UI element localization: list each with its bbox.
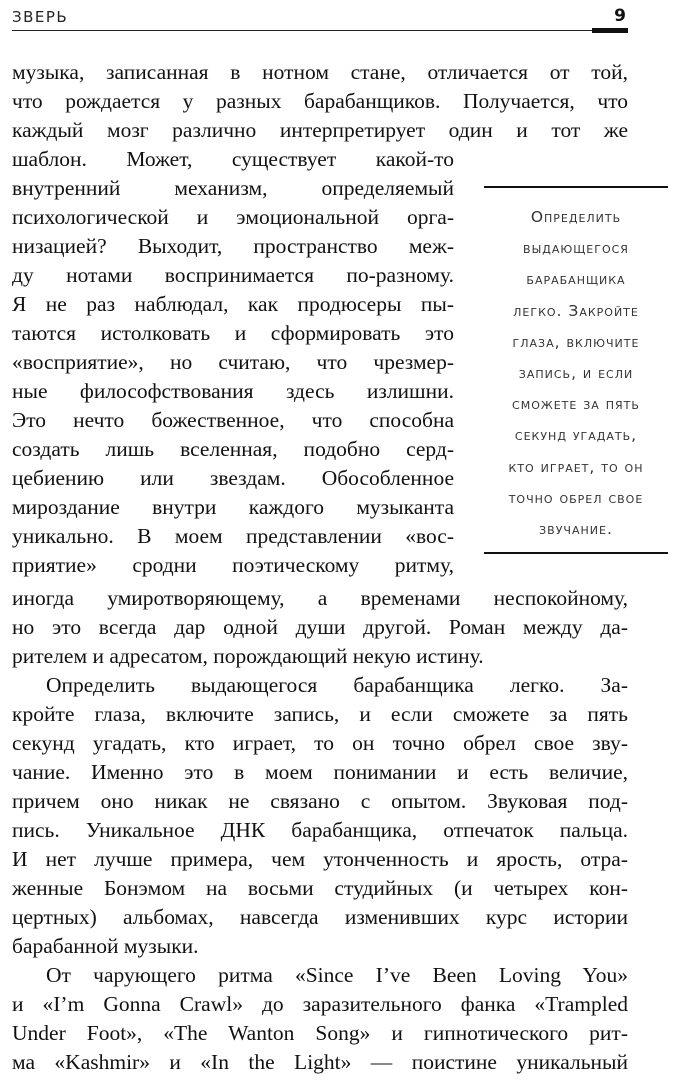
text-block-bottom: [12, 584, 628, 1077]
pull-quote-line: Определить: [530, 208, 622, 226]
pull-quote: [484, 186, 668, 554]
pull-quote-line: точно обрел свое: [508, 488, 644, 507]
text-line: цертных) альбомах, навсегда изменивших курс истории: [12, 905, 628, 929]
text-line: Under Foot», «The Wanton Song» и гипнотического рит-: [12, 1021, 628, 1045]
text-line: И нет лучше примера, чем утонченность и ярость, отра-: [12, 847, 628, 871]
text-line: кройте глаза, включите запись, и если сможете за пять: [12, 702, 628, 726]
pull-quote-line: выдающегося: [523, 239, 629, 258]
pull-quote-line: звучание.: [539, 520, 613, 539]
pull-quote-line: запись, и если: [518, 364, 634, 383]
text-line: «восприятие», но считаю, что чрезмер-: [12, 350, 454, 374]
text-line: Это нечто божественное, что способна: [12, 408, 454, 432]
text-line: низацией? Выходит, пространство меж-: [12, 234, 454, 258]
text-line: и «I’m Gonna Crawl» до заразительного фанка «Trampled: [12, 992, 628, 1016]
text-line: музыка, записанная в нотном стане, отличается от той,: [12, 60, 628, 84]
pull-quote-line: сможете за пять: [512, 395, 640, 414]
text-block-wrapped: [12, 145, 454, 580]
header-rule: [12, 30, 628, 31]
text-block-top: [12, 58, 628, 145]
book-title: ЗВЕРЬ: [12, 8, 69, 26]
text-line: секунд угадать, кто играет, то он точно обрел свое зву-: [12, 731, 628, 755]
text-line: иногда умиротворяющему, а временами неспокойному,: [12, 586, 628, 610]
text-line: рителем и адресатом, порождающий некую истину.: [12, 644, 484, 668]
text-line: ные философствования здесь излишни.: [12, 379, 454, 403]
page-number: 9: [614, 6, 626, 26]
text-line: Определить выдающегося барабанщика легко. За-: [46, 673, 628, 697]
pull-quote-line: кто играет, то он: [508, 457, 644, 476]
text-line: таются истолковать и сформировать это: [12, 321, 454, 345]
pull-quote-line: барабанщика: [526, 270, 626, 289]
text-line: чание. Именно это в моем понимании и есть величие,: [12, 760, 628, 784]
text-line: ма «Kashmir» и «In the Light» — поистине уникальный: [12, 1050, 628, 1074]
text-line: уникально. В моем представлении «вос-: [12, 524, 454, 548]
text-line: создать лишь вселенная, подобно серд-: [12, 437, 454, 461]
text-line: Я не раз наблюдал, как продюсеры пы-: [12, 292, 454, 316]
text-line: шаблон. Может, существует какой-то: [12, 147, 454, 171]
text-line: женные Бонэмом на восьми студийных (и четырех кон-: [12, 876, 628, 900]
text-line: каждый мозг различно интерпретирует один и тот же: [12, 118, 628, 142]
running-header: [12, 6, 628, 32]
text-line: ду нотами воспринимается по-разному.: [12, 263, 454, 287]
text-line: психологической и эмоциональной орга-: [12, 205, 454, 229]
text-line: От чарующего ритма «Since I’ve Been Loving You»: [46, 963, 628, 987]
text-line: пись. Уникальное ДНК барабанщика, отпечаток пальца.: [12, 818, 628, 842]
text-line: барабанной музыки.: [12, 934, 199, 958]
text-line: что рождается у разных барабанщиков. Получается, что: [12, 89, 628, 113]
text-line: внутренний механизм, определяемый: [12, 176, 454, 200]
pull-quote-line: секунд угадать,: [514, 426, 638, 445]
text-line: причем оно никак не связано с опытом. Звуковая под-: [12, 789, 628, 813]
text-line: цебиению или звездам. Обособленное: [12, 466, 454, 490]
text-line: мироздание внутри каждого музыканта: [12, 495, 454, 519]
text-line: но это всегда дар одной души другой. Роман между да-: [12, 615, 628, 639]
pull-quote-line: глаза, включите: [512, 332, 640, 351]
pull-quote-line: легко. Закройте: [513, 301, 639, 320]
text-line: приятие» сродни поэтическому ритму,: [12, 553, 454, 577]
page-number-bar: [592, 28, 628, 33]
